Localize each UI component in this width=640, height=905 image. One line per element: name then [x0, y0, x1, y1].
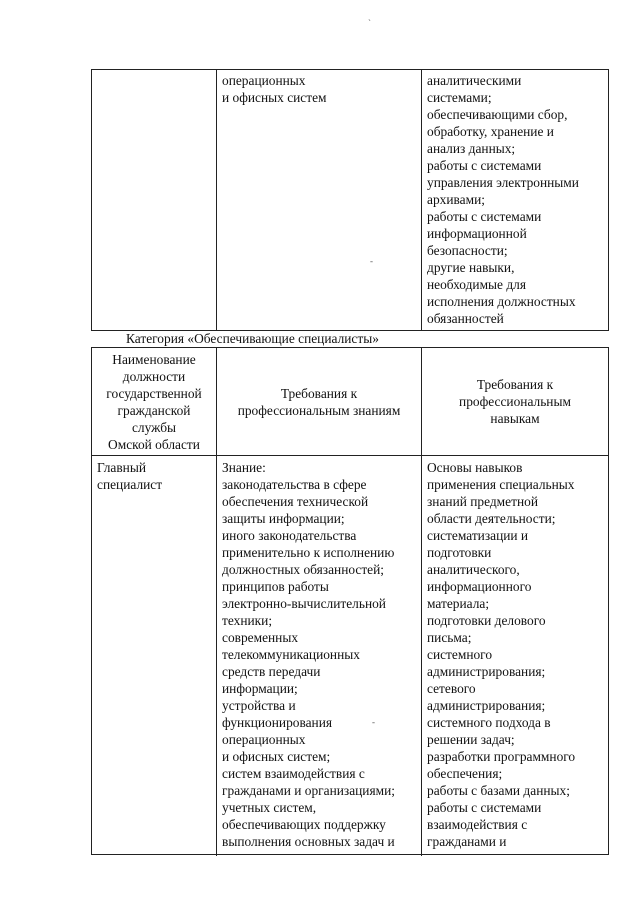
text-line: систем взаимодействия с	[222, 766, 365, 781]
text-line: должностных обязанностей;	[222, 562, 385, 577]
text-line: аналитическими	[427, 73, 522, 88]
text-line: законодательства в сфере	[222, 477, 367, 492]
text-line: Наименование	[112, 351, 196, 367]
text-line: иного законодательства	[222, 528, 357, 543]
text-line: телекоммуникационных	[222, 647, 360, 662]
text-line: операционных	[222, 73, 306, 88]
text-line: анализ данных;	[427, 141, 516, 156]
text-line: другие навыки,	[427, 260, 515, 275]
text-line: обеспечивающих поддержку	[222, 817, 386, 832]
text-line: системами;	[427, 90, 492, 105]
text-line: современных	[222, 630, 299, 645]
text-line: системного	[427, 647, 493, 662]
top-table-col1	[92, 70, 217, 330]
text-line: работы с системами	[427, 800, 542, 815]
header-skills-requirements	[422, 348, 608, 455]
top-table	[91, 69, 609, 331]
text-line: необходимые для	[427, 277, 526, 292]
text-line: гражданами и	[427, 834, 507, 849]
text-line: сетевого	[427, 681, 476, 696]
top-table-col2	[217, 70, 422, 330]
skills-cell	[422, 456, 608, 856]
text-line: обеспечения технической	[222, 494, 369, 509]
text-line: информационного	[427, 579, 532, 594]
text-line: системного подхода в	[427, 715, 551, 730]
text-line: решении задач;	[427, 732, 515, 747]
text-line: информации;	[222, 681, 298, 696]
text-line: знаний предметной	[427, 494, 538, 509]
text-line: устройства и	[222, 698, 296, 713]
text-line: средств передачи	[222, 664, 321, 679]
scan-speck: -	[370, 256, 373, 266]
text-line: безопасности;	[427, 243, 508, 258]
text-line: операционных	[222, 732, 306, 747]
table-header-row	[92, 348, 608, 456]
text-line: подготовки	[427, 545, 492, 560]
text-line: применения специальных	[427, 477, 575, 492]
text-line: Знание:	[222, 460, 266, 475]
text-line: работы с системами	[427, 209, 542, 224]
text-line: обеспечивающими сбор,	[427, 107, 568, 122]
text-line: Требования к	[476, 377, 554, 392]
header-position-name	[92, 348, 217, 455]
text-line: профессиональным знаниям	[237, 402, 401, 418]
scan-speck: `	[368, 18, 371, 28]
text-line: Омской области	[108, 436, 200, 452]
text-line: работы с системами	[427, 158, 542, 173]
text-line: профессиональным	[459, 394, 571, 409]
text-line: и офисных систем	[222, 90, 327, 105]
text-line: учетных систем,	[222, 800, 317, 815]
text-line: и офисных систем;	[222, 749, 331, 764]
text-line: защиты информации;	[222, 511, 345, 526]
text-line: обязанностей	[427, 311, 504, 326]
text-line: взаимодействия с	[427, 817, 528, 832]
main-table	[91, 347, 609, 855]
text-line: применительно к исполнению	[222, 545, 395, 560]
text-line: службы	[131, 419, 177, 435]
text-line: систематизации и	[427, 528, 529, 543]
text-line: должности	[122, 368, 186, 384]
text-line: разработки программного	[427, 749, 576, 764]
text-line: области деятельности;	[427, 511, 556, 526]
text-line: архивами;	[427, 192, 485, 207]
text-line: подготовки делового	[427, 613, 546, 628]
text-line: навыкам	[490, 411, 540, 426]
knowledge-cell	[217, 456, 422, 856]
text-line: Главный	[97, 460, 147, 475]
top-table-col3	[422, 70, 608, 330]
text-line: администрирования;	[427, 698, 546, 713]
text-line: гражданской	[117, 402, 191, 418]
text-line: обеспечения;	[427, 766, 503, 781]
header-knowledge-requirements	[217, 348, 422, 455]
text-line: специалист	[97, 477, 163, 492]
text-line: письма;	[427, 630, 472, 645]
text-line: гражданами и организациями;	[222, 783, 395, 798]
text-line: обработку, хранение и	[427, 124, 554, 139]
text-line: администрирования;	[427, 664, 546, 679]
text-line: государственной	[106, 385, 202, 401]
scan-speck: -	[372, 717, 375, 727]
text-line: функционирования	[222, 715, 333, 730]
text-line: работы с базами данных;	[427, 783, 570, 798]
text-line: принципов работы	[222, 579, 329, 594]
text-line: Требования к	[280, 385, 358, 401]
text-line: материала;	[427, 596, 490, 611]
text-line: исполнения должностных	[427, 294, 576, 309]
category-title: Категория «Обеспечивающие специалисты»	[126, 331, 379, 346]
text-line: выполнения основных задач и	[222, 834, 395, 849]
text-line: Основы навыков	[427, 460, 523, 475]
text-line: техники;	[222, 613, 273, 628]
table-row	[92, 456, 608, 856]
top-table-row	[92, 70, 608, 330]
position-cell	[92, 456, 217, 856]
text-line: информационной	[427, 226, 527, 241]
text-line: управления электронными	[427, 175, 579, 190]
text-line: аналитического,	[427, 562, 520, 577]
text-line: электронно-вычислительной	[222, 596, 386, 611]
